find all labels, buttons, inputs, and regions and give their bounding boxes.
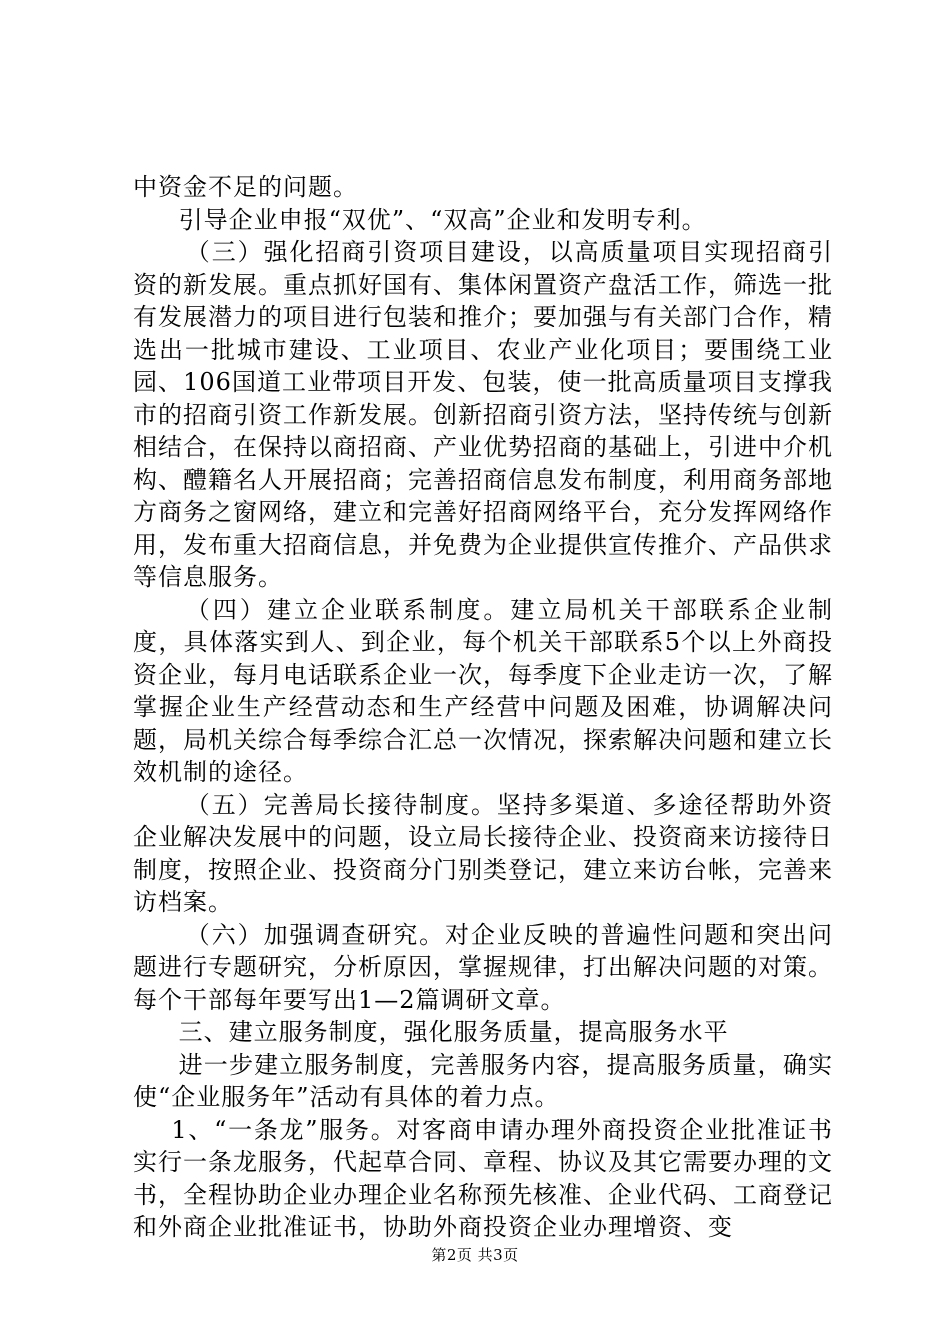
paragraph-service-intro: 进一步建立服务制度，完善服务内容，提高服务质量，确实使“企业服务年”活动有具体的着力点。 [133, 1050, 833, 1111]
heading-part-3: 三、建立服务制度，强化服务质量，提高服务水平 [178, 1018, 729, 1046]
page-footer: 第2页 共3页 [431, 1246, 519, 1264]
paragraph-section-4: （四）建立企业联系制度。建立局机关干部联系企业制度，具体落实到人、到企业，每个机关干部联系5个以上外商投资企业，每月电话联系企业一次，每季度下企业走访一次，了解掌握企业生产经营动态和生产经营中问题及困难，协调解决问题，局机关综合每季综合汇总一次情况，探索解决问题和建立长效机制的途径。 [133, 595, 833, 786]
paragraph-section-3: （三）强化招商引资项目建设，以高质量项目实现招商引资的新发展。重点抓好国有、集体闲置资产盘活工作，筛选一批有发展潜力的项目进行包装和推介；要加强与有关部门合作，精选出一批城市建设、工业项目、农业产业化项目；要围绕工业园、106国道工业带项目开发、包装，使一批高质量项目支撑我市的招商引资工作新发展。创新招商引资方法，坚持传统与创新相结合，在保持以商招商、产业优势招商的基础上，引进中介机构、醴籍名人开展招商；完善招商信息发布制度，利用商务部地方商务之窗网络，建立和完善好招商网络平台，充分发挥网络作用，发布重大招商信息，并免费为企业提供宣传推介、产品供求等信息服务。 [133, 238, 833, 591]
paragraph-continuation: 中资金不足的问题。 [133, 173, 358, 201]
paragraph-one-stop-service: 1、“一条龙”服务。对客商申请办理外商投资企业批准证书实行一条龙服务，代起草合同、章程、协议及其它需要办理的文书，全程协助企业办理企业名称预先核准、企业代码、工商登记和外商企业批准证书，协助外商投资企业办理增资、变 [133, 1115, 833, 1241]
paragraph-patents: 引导企业申报“双优”、“双高”企业和发明专利。 [178, 205, 707, 234]
document-body [133, 171, 833, 1244]
paragraph-section-6: （六）加强调查研究。对企业反映的普遍性问题和突出问题进行专题研究，分析原因，掌握规律，打出解决问题的对策。每个干部每年要写出1—2篇调研文章。 [133, 920, 833, 1014]
paragraph-section-5: （五）完善局长接待制度。坚持多渠道、多途径帮助外资企业解决发展中的问题，设立局长接待企业、投资商来访接待日制度，按照企业、投资商分门别类登记，建立来访台帐，完善来访档案。 [133, 790, 833, 916]
